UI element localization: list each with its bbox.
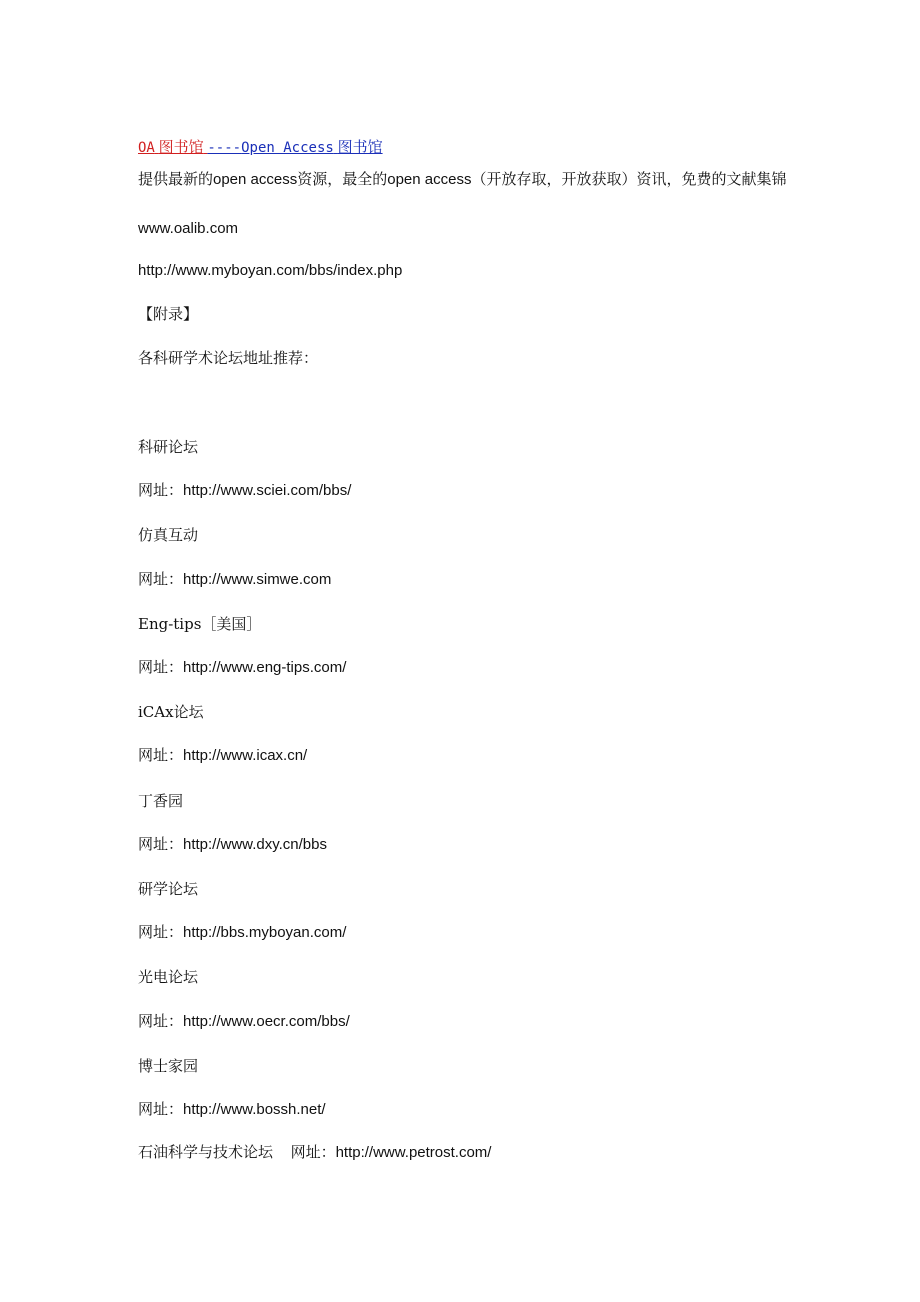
forum-address[interactable]: 网址：http://www.sciei.com/bbs/ xyxy=(138,482,352,500)
forum-name: 研学论坛 xyxy=(138,880,199,898)
forum-address[interactable]: 网址：http://www.dxy.cn/bbs xyxy=(138,835,327,853)
forum-name: 光电论坛 xyxy=(138,968,199,987)
oalib-site[interactable]: www.oalib.com xyxy=(138,220,239,237)
title-link-oa-library[interactable]: OA 图书馆 xyxy=(138,140,204,156)
forum-address[interactable]: 网址：http://www.petrost.com/ xyxy=(290,1144,492,1161)
intro-description: 提供最新的open access资源，最全的open access（开放存取，开放获取）资讯，免费的文献集锦 xyxy=(138,171,787,188)
forum-name: iCAx论坛 xyxy=(138,703,204,722)
forum-name: 丁香园 xyxy=(138,791,184,810)
appendix-heading: 【附录】 xyxy=(138,305,199,323)
page-title xyxy=(138,138,383,158)
forum-address[interactable]: 网址：http://www.eng-tips.com/ xyxy=(138,659,347,676)
forum-address[interactable]: 网址：http://www.icax.cn/ xyxy=(138,747,308,765)
forum-name: 仿真互动 xyxy=(138,526,199,545)
forum-name: 博士家园 xyxy=(138,1056,199,1075)
title-link-open-access-library[interactable]: ----Open Access 图书馆 xyxy=(207,140,383,156)
forum-name: 科研论坛 xyxy=(138,438,199,456)
forum-name: 石油科学与技术论坛 xyxy=(138,1143,274,1161)
forum-address[interactable]: 网址：http://www.bossh.net/ xyxy=(138,1101,326,1118)
forum-address[interactable]: 网址：http://www.oecr.com/bbs/ xyxy=(138,1012,350,1030)
last-forum-entry xyxy=(138,1142,491,1163)
forum-address[interactable]: 网址：http://bbs.myboyan.com/ xyxy=(138,924,347,942)
forum-address[interactable]: 网址：http://www.simwe.com xyxy=(138,570,332,588)
myboyan-forum-url[interactable]: http://www.myboyan.com/bbs/index.php xyxy=(138,262,403,279)
appendix-subheading: 各科研学术论坛地址推荐： xyxy=(138,349,319,367)
forum-name: Eng-tips［美国］ xyxy=(138,614,262,633)
